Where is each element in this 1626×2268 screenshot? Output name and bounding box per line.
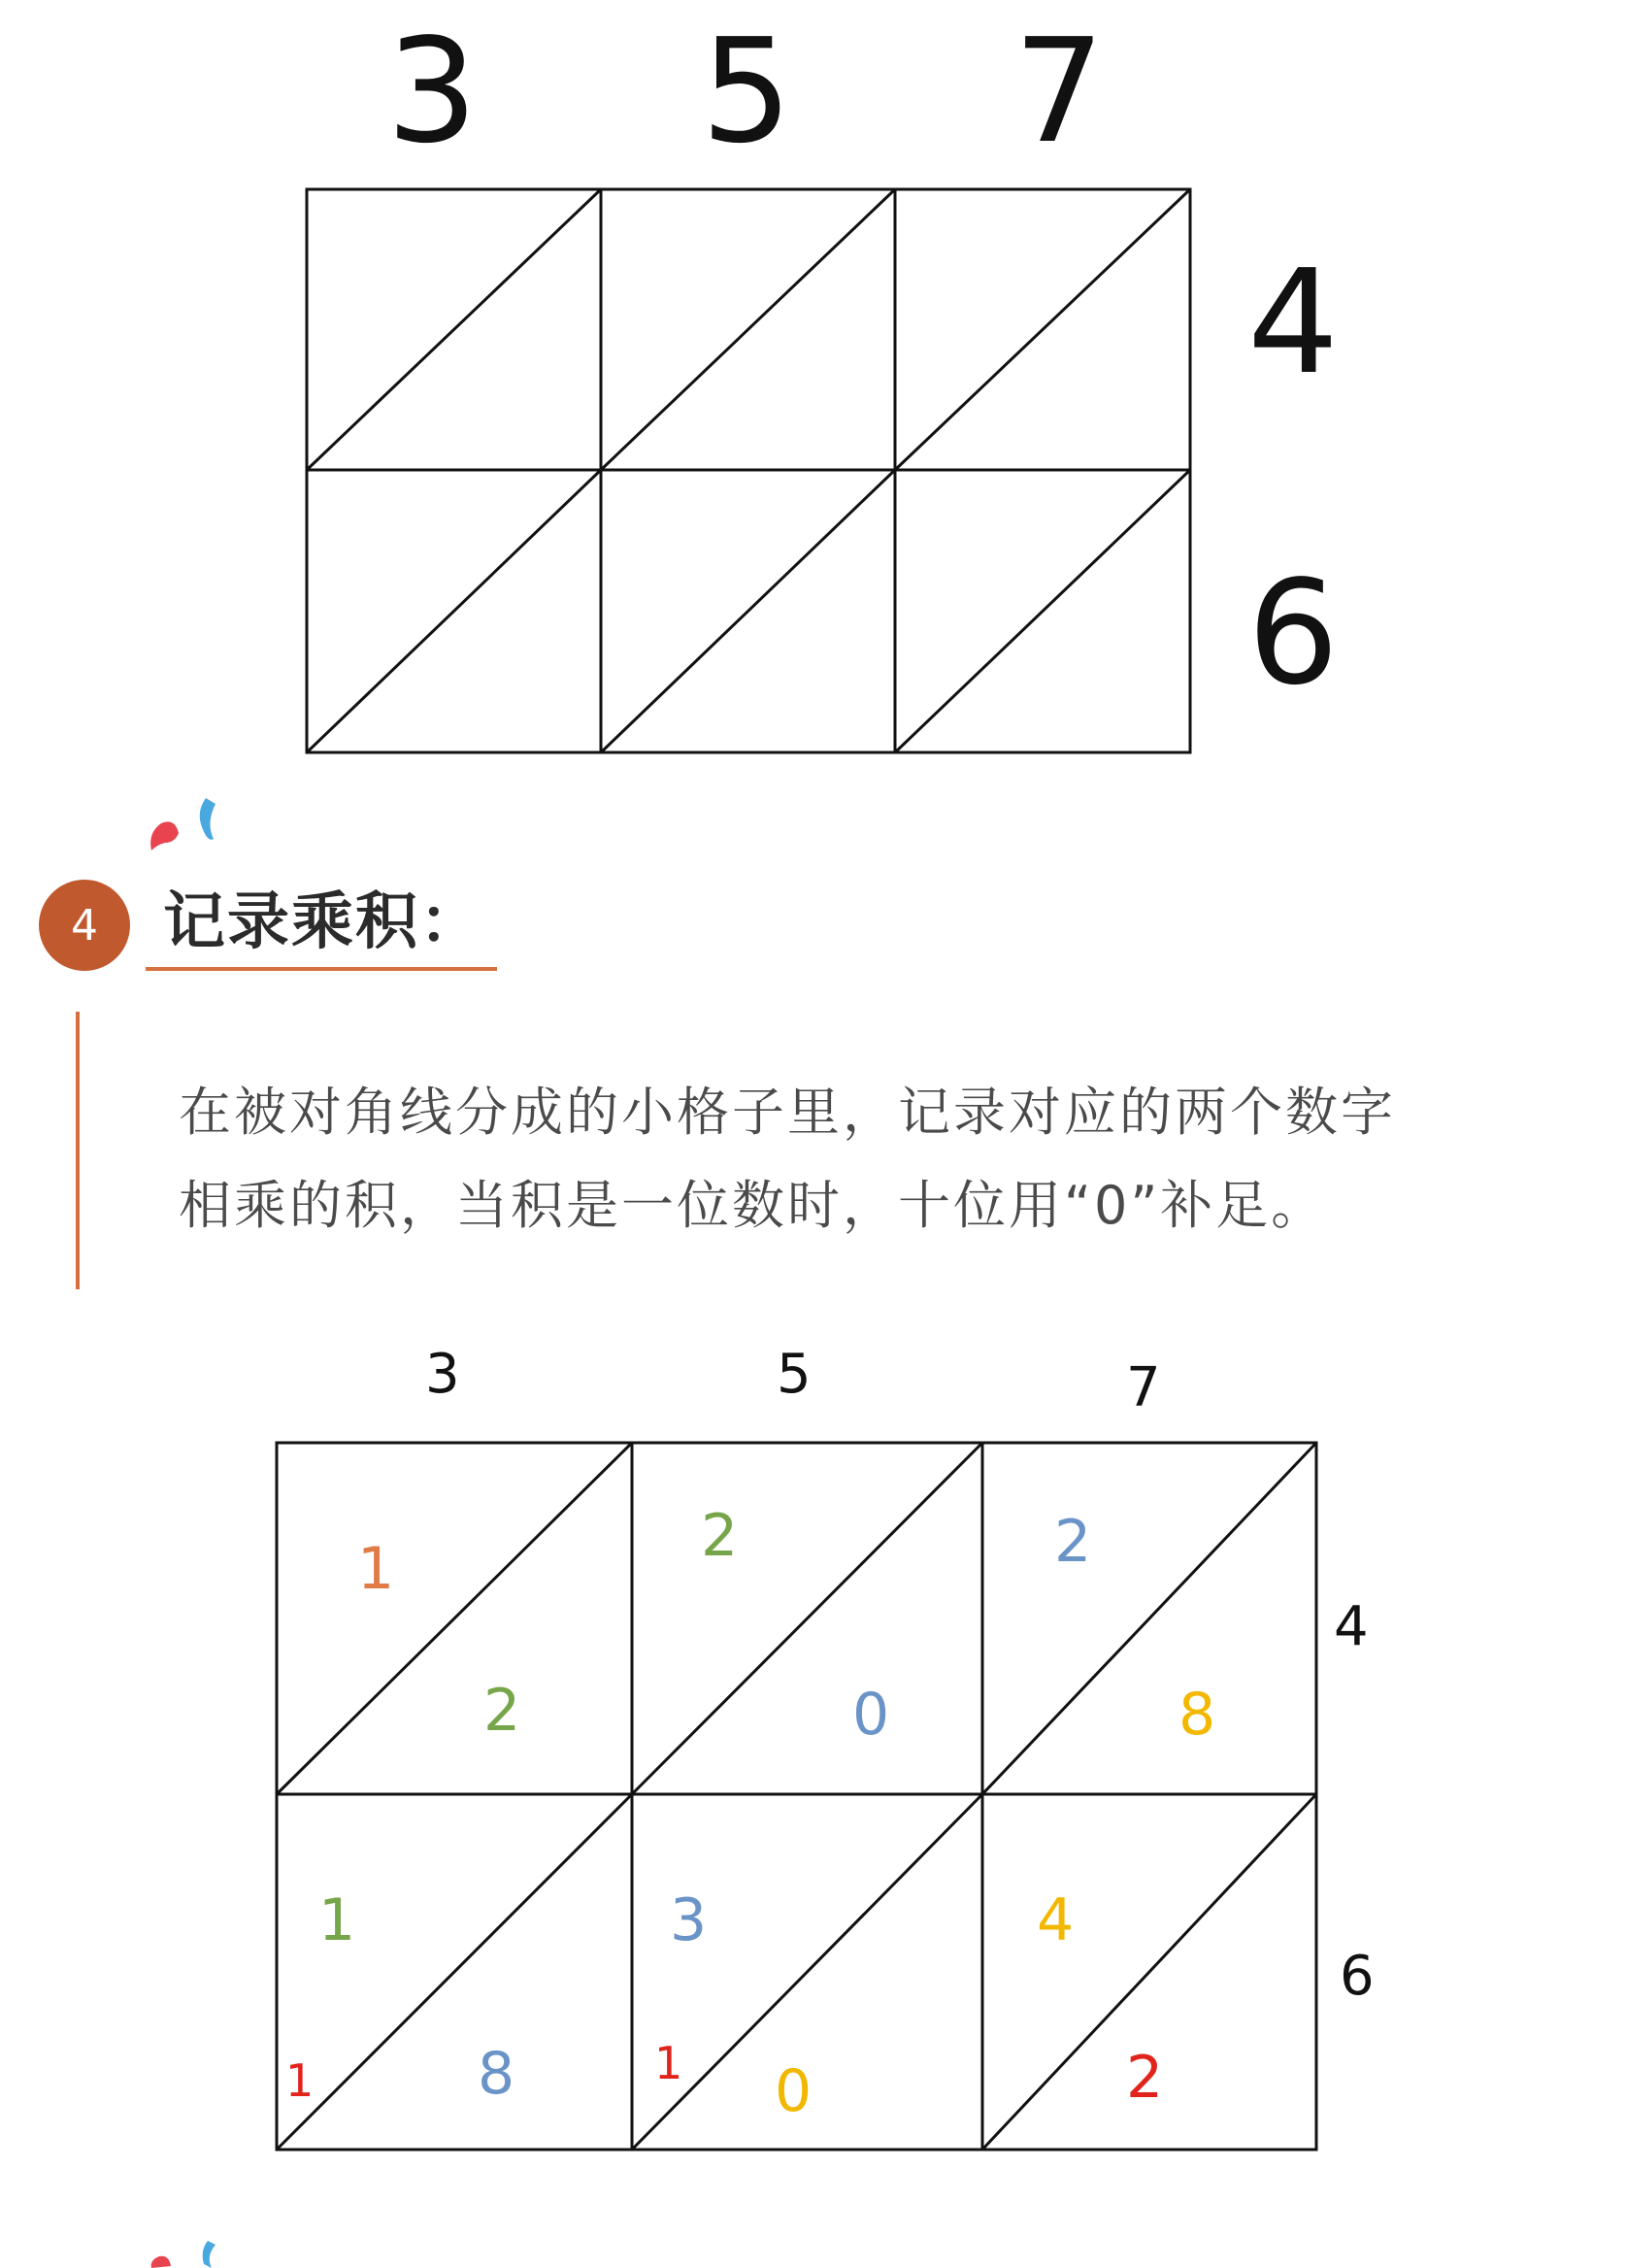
- bottom-column-number: 7: [1126, 1356, 1161, 1419]
- cell-tens-digit: 2: [1054, 1508, 1092, 1576]
- carry-digit: 1: [654, 2037, 683, 2089]
- cell-ones-digit: 0: [775, 2057, 813, 2125]
- cell-tens-digit: 1: [357, 1535, 395, 1603]
- cell-tens-digit: 1: [318, 1886, 356, 1954]
- bottom-cell-diagonal: [632, 1443, 982, 1794]
- step-number-badge: 4: [39, 880, 130, 971]
- top-column-number: 3: [386, 8, 479, 175]
- top-column-number: 5: [701, 8, 793, 175]
- description-line: 相乘的积，当积是一位数时，十位用“0”补足。: [179, 1175, 1327, 1236]
- bottom-cell-diagonal: [277, 1794, 632, 2150]
- cell-tens-digit: 2: [701, 1502, 739, 1570]
- cell-ones-digit: 8: [1178, 1681, 1216, 1749]
- bottom-cell-diagonal: [982, 1443, 1316, 1794]
- ribbon-decoration-bottom: [146, 2239, 262, 2268]
- top-column-number: 7: [1013, 8, 1106, 175]
- bottom-column-number: 3: [425, 1343, 460, 1406]
- bottom-column-number: 5: [777, 1343, 812, 1406]
- bottom-cell-diagonal: [277, 1443, 632, 1794]
- cell-tens-digit: 4: [1037, 1886, 1075, 1954]
- cell-ones-digit: 0: [852, 1681, 890, 1749]
- ribbon-blue-piece: [203, 2241, 216, 2268]
- top-row-number: 4: [1247, 239, 1340, 406]
- cell-ones-digit: 8: [478, 2040, 515, 2108]
- carry-digit: 1: [285, 2054, 315, 2107]
- top-row-number: 6: [1247, 550, 1340, 717]
- bottom-row-number: 4: [1334, 1595, 1369, 1658]
- ribbon-red-piece: [151, 2256, 171, 2268]
- cell-ones-digit: 2: [483, 1677, 521, 1745]
- bottom-row-number: 6: [1340, 1945, 1375, 2008]
- cell-tens-digit: 3: [670, 1886, 708, 1954]
- step-title: 记录乘积：: [163, 886, 483, 958]
- cell-ones-digit: 2: [1126, 2044, 1164, 2112]
- description-line: 在被对角线分成的小格子里，记录对应的两个数字: [179, 1082, 1396, 1143]
